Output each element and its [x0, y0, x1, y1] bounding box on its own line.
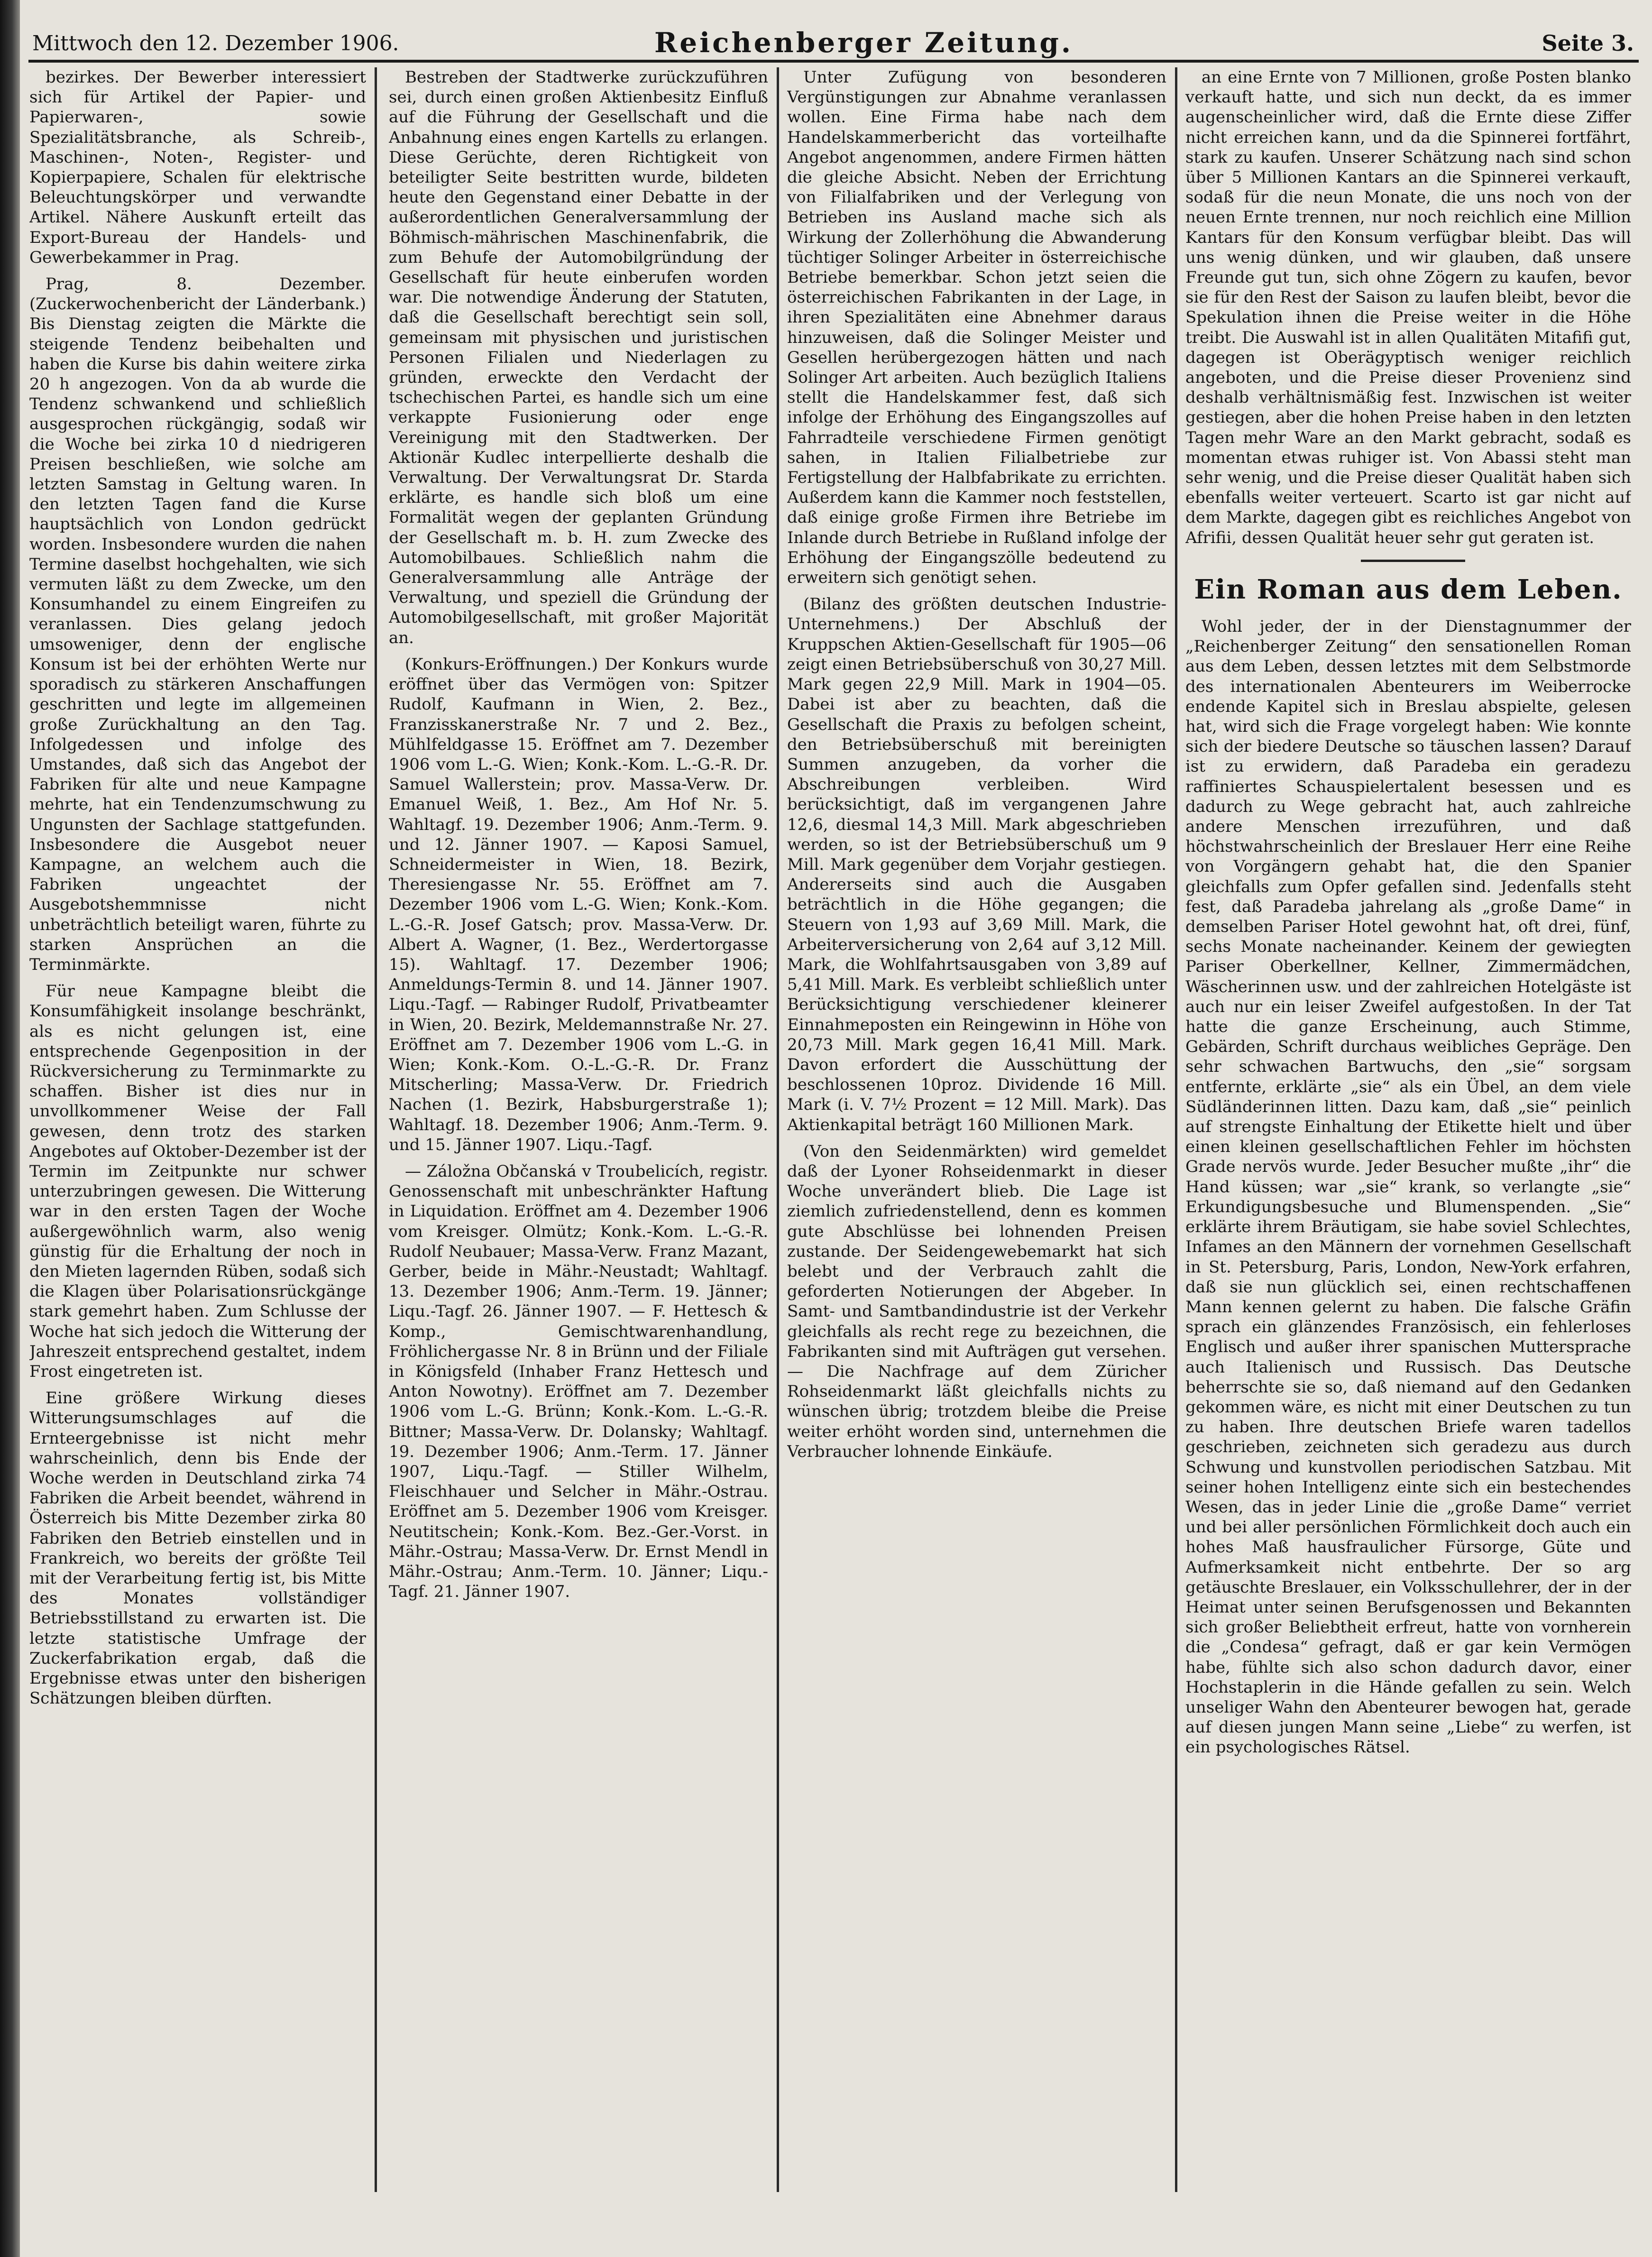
article-paragraph: Wohl jeder, der in der Dienstagnummer der „Reichenberger Zeitung“ den sensationellen Roman aus dem Leben, dessen letztes mit dem Selbstmorde des internationalen Abenteurers im Weiberrocke endende Kapitel sich in Breslau abspielte, gelesen hat, wird sich die Frage vorgelegt haben: Wie konnte sich der biedere Deutsche so täuschen lassen? Darauf ist zu erwidern, daß Paradeba ein geradezu raffiniertes Schauspielertalent besessen und es dadurch zu Wege gebracht hat, auch zahlreiche andere Menschen irrezuführen, und daß höchstwahrscheinlich der Breslauer Herr eine Reihe von Vorgängern gehabt hat, die den Spanier gleichfalls zum Opfer gefallen sind. Jedenfalls steht fest, daß Paradeba jahrelang als „große Dame“ in demselben Pariser Hotel gewohnt hat, oft drei, fünf, sechs Monate nacheinander. Keinem der gewiegten Pariser Oberkellner, Kellner, Zimmermädchen, Wäscherinnen usw. und der zahlreichen Hotelgäste ist auch nur ein leiser Zweifel aufgestoßen. In der Tat hatte die ganze Erscheinung, auch Stimme, Gebärden, Schrift durchaus weibliches Gepräge. Den sehr schwachen Bartwuchs, den „sie“ sorgsam entfernte, erklärte „sie“ als ein Übel, an dem viele Südländerinnen litten. Dazu kam, daß „sie“ peinlich auf strengste Einhaltung der Etikette hielt und über einen kleinen gesellschaftlichen Fehler im höchsten Grade nervös wurde. Jeder Besucher mußte „ihr“ die Hand küssen; war „sie“ krank, so verlangte „sie“ Erkundigungsbesuche und Blumenspenden. „Sie“ erklärte ihrem Bräutigam, sie habe soviel Schlechtes, Infames an den Männern der vornehmen Gesellschaft in St. Petersburg, Paris, London, New-York erfahren, daß sie nun glücklich sei, einen rechtschaffenen Mann kennen gelernt zu haben. Die falsche Gräfin sprach ein glänzendes Französisch, ein fehlerloses Englisch und außer ihrer spanischen Muttersprache auch Italienisch und Russisch. Das Deutsche beherrschte sie so, daß niemand auf den Gedanken gekommen wäre, es nicht mit einer Deutschen zu tun zu haben. Ihre deutschen Briefe waren tadellos geschrieben, zeichneten sich geradezu aus durch Schwung und kunstvollen periodischen Satzbau. Mit seiner hohen Intelligenz einte sich ein bestechendes Wesen, das in jeder Linie die „große Dame“ verriet und bei aller persönlichen Förmlichkeit doch auch ein hohes Maß hausfraulicher Fürsorge, Güte und Aufmerksamkeit nicht entbehrte. Der so arg getäuschte Breslauer, ein Volksschullehrer, der in der Heimat unter seinen Berufsgenossen und Bekannten sich großer Beliebtheit erfreut, hatte von vornherein die „Condesa“ gefragt, daß er gar kein Vermögen habe, fühlte sich also schon dadurch davor, einer Hochstaplerin in die Hände gefallen zu sein. Welch unseliger Wahn den Abenteurer bewogen hat, gerade auf diesen jungen Mann seine „Liebe“ zu werfen, ist ein psychologisches Rätsel.	[1185, 617, 1631, 1757]
article-paragraph: Prag, 8. Dezember. (Zuckerwochenbericht der Länderbank.) Bis Dienstag zeigten die Märkte die steigende Tendenz beibehalten und haben die Kurse bis dahin weitere zirka 20 h angezogen. Von da ab wurde die Tendenz schwankend und schließlich ausgesprochen rückgängig, sodaß wir die Woche bei zirka 10 d niedrigeren Preisen beschließen, wie solche am letzten Samstag in Geltung waren. In den letzten Tagen fand die Kurse hauptsächlich von London gedrückt worden. Insbesondere wurden die nahen Termine daselbst hochgehalten, wie sich vermuten läßt zu dem Zwecke, um den Konsumhandel zu einem Eingreifen zu veranlassen. Dies gelang jedoch umsoweniger, denn der englische Konsum ist bei der erhöhten Werte nur sporadisch zu stärkeren Anschaffungen geschritten und legte im allgemeinen große Zurückhaltung an den Tag. Infolgedessen und infolge des Umstandes, daß sich das Angebot der Fabriken für alte und neue Kampagne mehrte, hat ein Tendenzumschwung zu Ungunsten der Sachlage stattgefunden. Insbesondere die Ausgebot neuer Kampagne, an welchem auch die Fabriken ungeachtet der Ausgebotshemmnisse nicht unbeträchtlich beteiligt waren, führte zu starken Ansprüchen an die Terminmärkte.	[29, 275, 366, 974]
article-paragraph: Für neue Kampagne bleibt die Konsumfähigkeit insolange beschränkt, als es nicht gelungen ist, eine entsprechende Gegenposition in der Rückversicherung zu Terminmarkte zu schaffen. Bisher ist dies nur in unvollkommener Weise der Fall gewesen, denn trotz des starken Angebotes auf Oktober-Dezember ist der Termin im Zeitpunkte nur schwer unterzubringen gewesen. Die Witterung war in den ersten Tagen der Woche außergewöhnlich warm, also wenig günstig für die Erhaltung der noch in den Mieten lagernden Rüben, sodaß sich die Klagen über Polarisationsrückgänge stark gemehrt haben. Zum Schlusse der Woche hat sich jedoch die Witterung der Jahreszeit entsprechend gestaltet, indem Frost eingetreten ist.	[29, 982, 366, 1381]
article-paragraph: Unter Zufügung von besonderen Vergünstigungen zur Abnahme veranlassen wollen. Eine Firma habe nach dem Handelskammerbericht das vorteilhafte Angebot angenommen, andere Firmen hätten die gleiche Absicht. Neben der Errichtung von Filialfabriken und der Verlegung von Betrieben ins Ausland mache sich als Wirkung der Zollerhöhung die Abwanderung tüchtiger Solinger Arbeiter in österreichische Betriebe bemerkbar. Schon jetzt seien die österreichischen Fabrikanten in der Lage, in ihren Spezialitäten eine Abnehmer daraus hinzuweisen, daß die Solinger Meister und Gesellen herübergezogen hätten und nach Solinger Art arbeiten. Auch bezüglich Italiens stellt die Handelskammer fest, daß sich infolge der Erhöhung des Eingangszolles auf Fahrradteile verschiedene Firmen genötigt sahen, in Italien Filialbetriebe zur Fertigstellung der Halbfabrikate zu errichten. Außerdem kann die Kammer noch feststellen, daß einige große Firmen ihre Betriebe im Inlande durch Betriebe in Rußland infolge der Erhöhung der Eingangszölle bedeutend zu erweitern sich genötigt sehen.	[787, 68, 1166, 588]
column-4	[1185, 617, 1631, 2214]
page-number: Seite 3.	[1542, 30, 1634, 56]
article-paragraph: (Bilanz des größten deutschen Industrie-Unternehmens.) Der Abschluß der Kruppschen Aktien-Gesellschaft für 1905—06 zeigt einen Betriebsüberschuß von 30,27 Mill. Mark gegen 22,9 Mill. Mark in 1904—05. Dabei ist aber zu beachten, daß die Gesellschaft die Praxis zu befolgen scheint, den Betriebsüberschuß mit bereinigten Summen anzugeben, da vorher die Abschreibungen verbleiben. Wird berücksichtigt, daß im vergangenen Jahre 12,6, diesmal 14,3 Mill. Mark abgeschrieben werden, so ist der Betriebsüberschuß um 9 Mill. Mark gegenüber dem Vorjahr gestiegen. Andererseits sind auch die Ausgaben beträchtlich in die Höhe gegangen; die Steuern von 1,93 auf 3,69 Mill. Mark, die Arbeiterversicherung von 2,64 auf 3,12 Mill. Mark, die Wohlfahrtsausgaben von 3,89 auf 5,41 Mill. Mark. Es verbleibt schließlich unter Berücksichtigung verschiedener kleinerer Einnahmeposten ein Reingewinn in Höhe von 20,73 Mill. Mark gegen 16,41 Mill. Mark. Davon erfordert die Ausschüttung der beschlossenen 10proz. Dividende 16 Mill. Mark (i. V. 7½ Prozent = 12 Mill. Mark). Das Aktienkapital beträgt 160 Millionen Mark.	[787, 595, 1166, 1134]
column-rule	[777, 67, 779, 2192]
article-paragraph: Bestreben der Stadtwerke zurückzuführen sei, durch einen großen Aktienbesitz Einfluß auf die Führung der Gesellschaft und die Anbahnung eines engen Kartells zu erlangen. Diese Gerüchte, deren Richtigkeit von beteiligter Seite bestritten wurde, bildeten heute den Gegenstand einer Debatte in der außerordentlichen Generalversammlung der Böhmisch-mährischen Maschinenfabrik, die zum Behufe der Automobilgründung der Gesellschaft für heute einberufen worden war. Die notwendige Änderung der Statuten, daß die Gesellschaft berechtigt sein soll, gemeinsam mit physischen und juristischen Personen Filialen und Niederlagen zu gründen, erweckte den Verdacht der tschechischen Partei, es handle sich um eine verkappte Fusionierung oder enge Vereinigung mit den Stadtwerken. Der Aktionär Kudlec interpellierte deshalb die Verwaltung. Der Verwaltungsrat Dr. Starda erklärte, es handle sich bloß um eine Formalität wegen der geplanten Gründung der Gesellschaft m. b. H. zum Zwecke des Automobilbaues. Schließlich nahm die Generalversammlung alle Anträge der Verwaltung, und speziell die Gründung der Automobilgesellschaft, mit großer Majorität an.	[389, 68, 768, 647]
article-separator	[1361, 560, 1465, 562]
article-paragraph: bezirkes. Der Bewerber interessiert sich für Artikel der Papier- und Papierwaren-, sowie Spezialitätsbranche, als Schreib-, Maschinen-, Noten-, Register- und Kopierpapiere, Schalen für elektrische Beleuchtungskörper und verwandte Artikel. Nähere Auskunft erteilt das Export-Bureau der Handels- und Gewerbekammer in Prag.	[29, 68, 366, 267]
column-rule	[375, 67, 377, 2192]
header-date: Mittwoch den 12. Dezember 1906.	[32, 31, 399, 55]
masthead: Reichenberger Zeitung.	[654, 27, 1074, 59]
article-paragraph: (Von den Seidenmärkten) wird gemeldet daß der Lyoner Rohseidenmarkt in dieser Woche unverändert blieb. Die Lage ist ziemlich zufriedenstellend, denn es kommen gute Abschlüsse bei lohnenden Preisen zustande. Der Seidengewebemarkt hat sich belebt und der Verbrauch zahlt die geforderten Notierungen der Abgeber. In Samt- und Samtbandindustrie ist der Verkehr gleichfalls als recht rege zu bezeichnen, die Fabrikanten sind mit Aufträgen gut versehen. — Die Nachfrage auf dem Züricher Rohseidenmarkt läßt gleichfalls nichts zu wünschen übrig; trotzdem bleibe die Preise weiter erhöht worden sind, unternehmen die Verbraucher lohnende Einkäufe.	[787, 1142, 1166, 1461]
column-1	[29, 67, 366, 2214]
scan-edge	[0, 0, 20, 2257]
article-headline: Ein Roman aus dem Leben.	[1194, 574, 1623, 605]
page-header	[28, 27, 1639, 63]
article-paragraph: — Záložna Občanská v Troubelicích, registr. Genossenschaft mit unbeschränkter Haftung in Liquidation. Eröffnet am 4. Dezember 1906 vom Kreisger. Olmütz; Konk.-Kom. L.-G.-R. Rudolf Neubauer; Massa-Verw. Franz Mazant, Gerber, beide in Mähr.-Neustadt; Wahltagf. 13. Dezember 1906; Anm.-Term. 19. Jänner; Liqu.-Tagf. 26. Jänner 1907. — F. Hettesch & Komp., Gemischtwarenhandlung, Fröhlichergasse Nr. 8 in Brünn und der Filiale in Königsfeld (Inhaber Franz Hettesch und Anton Nowotny). Eröffnet am 7. Dezember 1906 vom L.-G. Brünn; Konk.-Kom. L.-G.-R. Bittner; Massa-Verw. Dr. Dolansky; Wahltagf. 19. Dezember 1906; Anm.-Term. 17. Jänner 1907, Liqu.-Tagf. — Stiller Wilhelm, Fleischhauer und Selcher in Mähr.-Ostrau. Eröffnet am 5. Dezember 1906 vom Kreisger. Neutitschein; Konk.-Kom. Bez.-Ger.-Vorst. in Mähr.-Ostrau; Massa-Verw. Dr. Ernst Mendl in Mähr.-Ostrau; Anm.-Term. 10. Jänner; Liqu.-Tagf. 21. Jänner 1907.	[389, 1161, 768, 1602]
article-paragraph: an eine Ernte von 7 Millionen, große Posten blanko verkauft hatte, und sich nun deckt, da es immer augenscheinlicher wird, daß die Ernte diese Ziffer nicht erreichen kann, und da die Spinnerei fortfährt, stark zu kaufen. Unserer Schätzung nach sind schon über 5 Millionen Kantars an die Spinnerei verkauft, sodaß für die neun Monate, die uns noch von der neuen Ernte trennen, nur noch reichlich eine Million Kantars für den Konsum verfügbar bleibt. Das will uns wenig dünken, und wir glauben, daß unsere Freunde gut tun, sich ohne Zögern zu kaufen, bevor sie für den Rest der Saison zu laufen bleibt, bevor die Spekulation ihnen die Preise weiter in die Höhe treibt. Die Auswahl ist in allen Qualitäten Mitafifi gut, dagegen ist Oberägyptisch weniger reichlich angeboten, und die Preise dieser Provenienz sind deshalb verhältnismäßig fest. Inzwischen ist weiter gestiegen, aber die hohen Preise haben in den letzten Tagen mehr Ware an den Markt gebracht, sodaß es momentan etwas ruhiger ist. Von Abassi steht man sehr wenig, und die Preise dieser Qualität haben sich ebenfalls weiter verteuert. Scarto ist gar nicht auf dem Markte, dagegen gibt es reichliches Angebot von Afrifii, dessen Qualität heuer sehr gut geraten ist.	[1185, 68, 1631, 547]
column-4-top	[1185, 67, 1631, 561]
article-paragraph: (Konkurs-Eröffnungen.) Der Konkurs wurde eröffnet über das Vermögen von: Spitzer Rudolf, Kaufmann in Wien, 2. Bez., Franzisskanerstraße Nr. 7 und 2. Bez., Mühlfeldgasse 15. Eröffnet am 7. Dezember 1906 vom L.-G. Wien; Konk.-Kom. L.-G.-R. Dr. Samuel Wallerstein; prov. Massa-Verw. Dr. Emanuel Weiß, 1. Bez., Am Hof Nr. 5. Wahltagf. 19. Dezember 1906; Anm.-Term. 9. und 12. Jänner 1907. — Kaposi Samuel, Schneidermeister in Wien, 18. Bezirk, Theresiengasse Nr. 55. Eröffnet am 7. Dezember 1906 vom L.-G. Wien; Konk.-Kom. L.-G.-R. Josef Gatsch; prov. Massa-Verw. Dr. Albert A. Wagner, (1. Bez., Werdertorgasse 15). Wahltagf. 17. Dezember 1906; Anmeldungs-Termin 8. und 14. Jänner 1907. Liqu.-Tagf. — Rabinger Rudolf, Privatbeamter in Wien, 20. Bezirk, Meldemannstraße Nr. 27. Eröffnet am 7. Dezember 1906 vom L.-G. in Wien; Konk.-Kom. O.-L.-G.-R. Dr. Franz Mitscherling; Massa-Verw. Dr. Friedrich Nachen (1. Bezirk, Habsburgerstraße 1); Wahltagf. 18. Dezember 1906; Anm.-Term. 9. und 15. Jänner 1907. Liqu.-Tagf.	[389, 654, 768, 1154]
column-2	[389, 67, 768, 2214]
article-paragraph: Eine größere Wirkung dieses Witterungsumschlages auf die Ernteergebnisse ist nicht mehr wahrscheinlich, denn bis Ende der Woche werden in Deutschland zirka 74 Fabriken die Arbeit beendet, während in Österreich bis Mitte Dezember zirka 80 Fabriken den Betrieb einstellen und in Frankreich, wo bereits der größte Teil mit der Verarbeitung fertig ist, bis Mitte des Monates vollständiger Betriebsstillstand zu erwarten ist. Die letzte statistische Umfrage der Zuckerfabrikation ergab, daß die Ergebnisse etwas unter den bisherigen Schätzungen bleiben dürften.	[29, 1389, 366, 1708]
column-rule	[1175, 67, 1177, 2192]
column-3	[787, 67, 1166, 2214]
